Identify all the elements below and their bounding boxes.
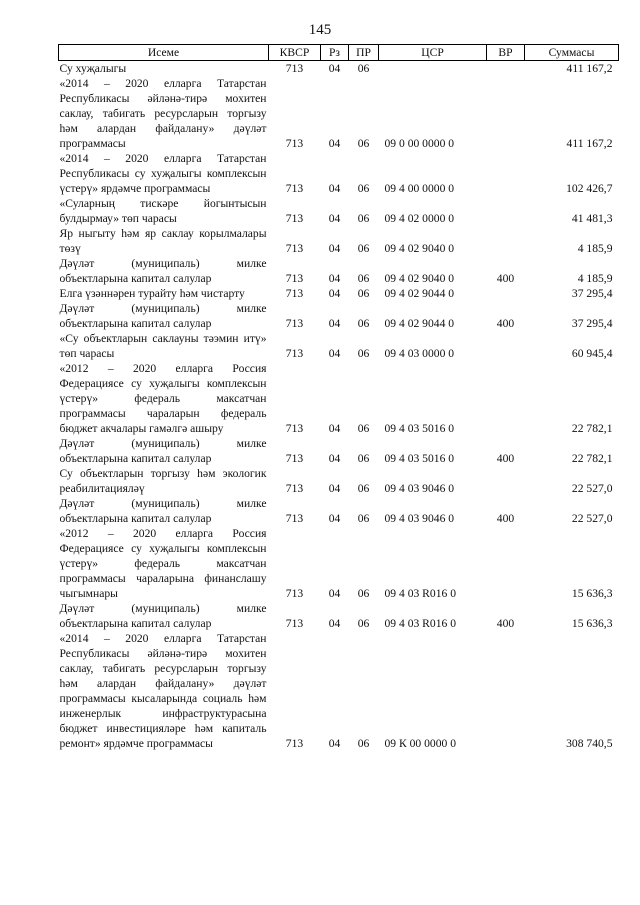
row-pr: 06 <box>357 617 370 630</box>
row-csr: 09 4 00 0000 0 <box>384 182 455 195</box>
table-row <box>59 436 619 466</box>
row-kvsr: 713 <box>285 272 304 285</box>
table-row <box>59 361 619 436</box>
row-csr: 09 4 02 0000 0 <box>384 212 455 225</box>
row-sum: 22 782,1 <box>571 422 613 435</box>
row-pr: 06 <box>357 482 370 495</box>
row-kvsr: 713 <box>285 347 304 360</box>
table-row <box>59 61 619 77</box>
row-name: Яр ныгыту һәм яр саклау корылмалары төзү <box>59 227 267 255</box>
table-row <box>59 226 619 256</box>
row-name: Дәүләт (муниципаль) милке объектларына капитал салулар <box>59 602 267 630</box>
row-name: «2012 – 2020 елларга Россия Федерациясе су хуҗалыгы комплексын үстерү» федераль максатчан программасы чараларына финанслашу чыгымнары <box>59 527 267 600</box>
row-sum: 22 527,0 <box>571 512 613 525</box>
row-rz: 04 <box>328 482 341 495</box>
row-kvsr: 713 <box>285 182 304 195</box>
row-pr: 06 <box>357 272 370 285</box>
row-vr: 400 <box>496 272 515 285</box>
row-sum: 15 636,3 <box>571 617 613 630</box>
table-row <box>59 601 619 631</box>
row-csr: 09 4 02 9040 0 <box>384 272 455 285</box>
budget-table <box>58 44 619 751</box>
row-pr: 06 <box>357 287 370 300</box>
row-rz: 04 <box>328 62 341 75</box>
row-rz: 04 <box>328 137 341 150</box>
table-row <box>59 76 619 151</box>
row-pr: 06 <box>357 182 370 195</box>
row-csr <box>379 61 487 77</box>
row-sum: 22 527,0 <box>571 482 613 495</box>
row-name: «2014 – 2020 елларга Татарстан Республикасы әйләнә-тирә мохитен саклау, табигать ресурсларын торгызу һәм алардан файдалану» дәүләт программасы кысаларында социаль һәм инженерлык инфраструктурасына бюджет инвестицияләре һәм капиталь ремонт» ярдәмче программасы <box>59 632 267 750</box>
row-csr: 09 4 03 R016 0 <box>384 587 456 600</box>
row-kvsr: 713 <box>285 482 304 495</box>
row-vr: 400 <box>496 317 515 330</box>
row-rz: 04 <box>328 347 341 360</box>
row-name: Елга үзәннәрен турайту һәм чистарту <box>59 287 245 300</box>
row-csr: 09 К 00 0000 0 <box>384 737 456 750</box>
row-rz: 04 <box>328 512 341 525</box>
row-rz: 04 <box>328 317 341 330</box>
row-pr: 06 <box>357 137 370 150</box>
row-vr <box>487 466 525 496</box>
table-header <box>59 45 619 61</box>
row-sum: 37 295,4 <box>571 317 613 330</box>
row-csr: 09 4 03 R016 0 <box>384 617 456 630</box>
table-row <box>59 151 619 196</box>
row-name: Дәүләт (муниципаль) милке объектларына капитал салулар <box>59 497 267 525</box>
page-number: 145 <box>308 22 332 38</box>
header-csr: ЦСР <box>379 45 487 61</box>
row-kvsr: 713 <box>285 137 304 150</box>
row-sum: 41 481,3 <box>571 212 613 225</box>
row-pr: 06 <box>357 317 370 330</box>
row-kvsr: 713 <box>285 737 304 750</box>
row-sum: 102 426,7 <box>566 182 613 195</box>
row-vr <box>487 196 525 226</box>
row-rz: 04 <box>328 452 341 465</box>
row-csr: 09 4 03 9046 0 <box>384 512 455 525</box>
table-row <box>59 256 619 286</box>
row-rz: 04 <box>328 422 341 435</box>
table-row <box>59 631 619 751</box>
row-kvsr: 713 <box>285 212 304 225</box>
row-pr: 06 <box>357 587 370 600</box>
row-sum: 60 945,4 <box>571 347 613 360</box>
row-name: Су объектларын торгызу һәм экологик реабилитацияләү <box>59 467 267 495</box>
row-pr: 06 <box>357 347 370 360</box>
row-csr: 09 4 03 5016 0 <box>384 422 455 435</box>
row-sum: 411 167,2 <box>566 62 613 75</box>
table-row <box>59 286 619 301</box>
row-vr <box>487 61 525 77</box>
row-pr: 06 <box>357 62 370 75</box>
row-pr: 06 <box>357 212 370 225</box>
header-rz: Рз <box>321 45 349 61</box>
header-name: Исеме <box>59 45 269 61</box>
table-row <box>59 526 619 601</box>
row-kvsr: 713 <box>285 512 304 525</box>
row-vr <box>487 76 525 151</box>
row-rz: 04 <box>328 587 341 600</box>
header-sum: Суммасы <box>525 45 619 61</box>
row-kvsr: 713 <box>285 62 304 75</box>
row-csr: 09 4 03 0000 0 <box>384 347 455 360</box>
row-vr <box>487 631 525 751</box>
table-body <box>59 61 619 752</box>
row-sum: 308 740,5 <box>566 737 613 750</box>
row-name: Дәүләт (муниципаль) милке объектларына капитал салулар <box>59 302 267 330</box>
row-pr: 06 <box>357 512 370 525</box>
row-sum: 15 636,3 <box>571 587 613 600</box>
row-csr: 09 4 02 9040 0 <box>384 242 455 255</box>
row-rz: 04 <box>328 617 341 630</box>
row-vr: 400 <box>496 452 515 465</box>
header-kvsr: КВСР <box>269 45 321 61</box>
row-kvsr: 713 <box>285 422 304 435</box>
row-rz: 04 <box>328 737 341 750</box>
row-name: «Су объектларын саклауны тәэмин итү» төп чарасы <box>59 332 267 360</box>
row-rz: 04 <box>328 287 341 300</box>
table-row <box>59 496 619 526</box>
row-name: Су хуҗалыгы <box>59 62 127 75</box>
row-csr: 09 4 02 9044 0 <box>384 287 455 300</box>
row-vr <box>487 226 525 256</box>
row-vr: 400 <box>496 617 515 630</box>
row-sum: 4 185,9 <box>577 272 613 285</box>
table-row <box>59 466 619 496</box>
row-pr: 06 <box>357 452 370 465</box>
row-name: «2014 – 2020 елларга Татарстан Республикасы су хуҗалыгы комплексын үстерү» ярдәмче программасы <box>59 152 267 195</box>
row-sum: 22 782,1 <box>571 452 613 465</box>
row-name: «2014 – 2020 елларга Татарстан Республикасы әйләнә-тирә мохитен саклау, табигать ресурсларын торгызу һәм алардан файдалану» дәүләт программасы <box>59 77 267 150</box>
row-csr: 09 0 00 0000 0 <box>384 137 455 150</box>
row-sum: 411 167,2 <box>566 137 613 150</box>
row-rz: 04 <box>328 182 341 195</box>
row-vr <box>487 526 525 601</box>
row-name: Дәүләт (муниципаль) милке объектларына капитал салулар <box>59 257 267 285</box>
row-csr: 09 4 02 9044 0 <box>384 317 455 330</box>
row-vr <box>487 331 525 361</box>
row-kvsr: 713 <box>285 317 304 330</box>
row-rz: 04 <box>328 212 341 225</box>
row-kvsr: 713 <box>285 242 304 255</box>
table-row <box>59 301 619 331</box>
header-pr: ПР <box>349 45 379 61</box>
row-kvsr: 713 <box>285 287 304 300</box>
row-pr: 06 <box>357 737 370 750</box>
header-vr: ВР <box>487 45 525 61</box>
row-name: «Суларның тискәре йогынтысын булдырмау» төп чарасы <box>59 197 267 225</box>
row-pr: 06 <box>357 422 370 435</box>
row-rz: 04 <box>328 242 341 255</box>
row-vr <box>487 361 525 436</box>
row-vr: 400 <box>496 512 515 525</box>
row-kvsr: 713 <box>285 452 304 465</box>
table-row <box>59 196 619 226</box>
table-row <box>59 331 619 361</box>
row-sum: 4 185,9 <box>577 242 613 255</box>
row-kvsr: 713 <box>285 587 304 600</box>
row-pr: 06 <box>357 242 370 255</box>
row-sum: 37 295,4 <box>571 287 613 300</box>
row-csr: 09 4 03 9046 0 <box>384 482 455 495</box>
row-vr <box>487 286 525 301</box>
row-kvsr: 713 <box>285 617 304 630</box>
row-vr <box>487 151 525 196</box>
row-name: Дәүләт (муниципаль) милке объектларына капитал салулар <box>59 437 267 465</box>
row-rz: 04 <box>328 272 341 285</box>
row-csr: 09 4 03 5016 0 <box>384 452 455 465</box>
row-name: «2012 – 2020 елларга Россия Федерациясе су хуҗалыгы комплексын үстерү» федераль максатчан программасы чараларын федераль бюджет акчалары гамәлгә ашыру <box>59 362 267 435</box>
